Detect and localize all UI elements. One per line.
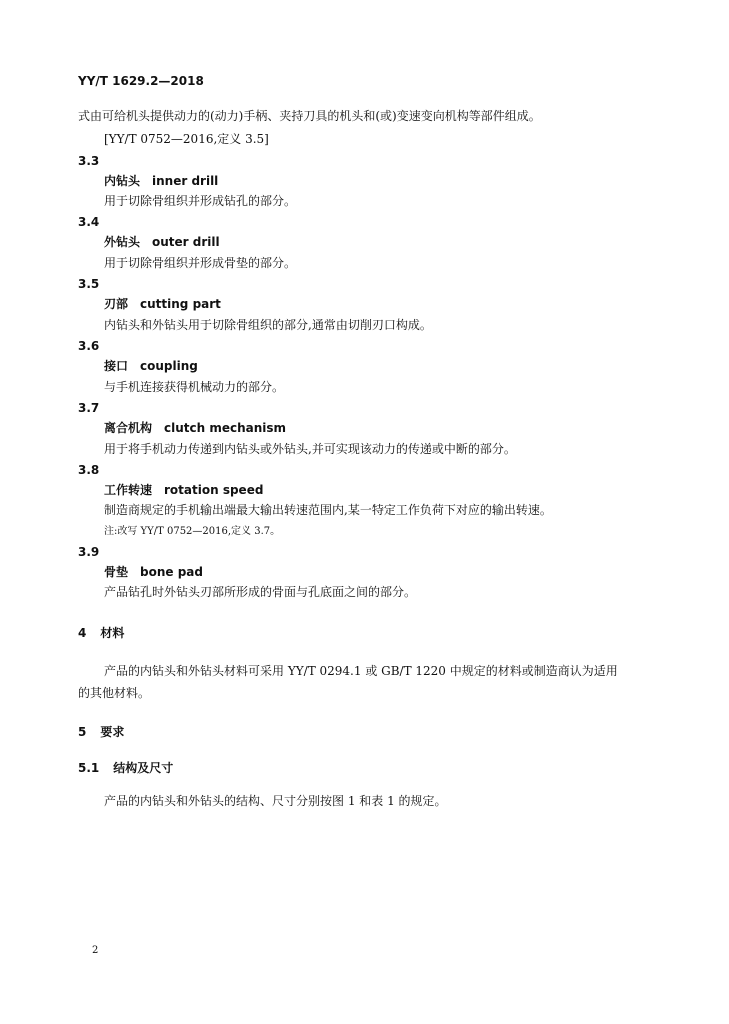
paragraph-line: 产品的内钻头和外钻头材料可采用 YY/T 0294.1 或 GB/T 1220 中规定的材料或制造商认为适用 xyxy=(104,664,618,678)
term-en: coupling xyxy=(140,359,198,373)
section-number: 4 xyxy=(78,626,87,640)
term-title xyxy=(104,234,220,250)
term-title xyxy=(104,173,218,189)
term-number: 3.4 xyxy=(78,215,100,229)
term-number: 3.5 xyxy=(78,277,100,291)
term-en: bone pad xyxy=(140,565,203,579)
intro-reference: [YY/T 0752—2016,定义 3.5] xyxy=(104,132,269,146)
section-heading xyxy=(78,724,124,740)
paragraph-line: 产品的内钻头和外钻头的结构、尺寸分别按图 1 和表 1 的规定。 xyxy=(104,794,447,808)
term-zh: 离合机构 xyxy=(104,421,153,435)
term-definition: 与手机连接获得机械动力的部分。 xyxy=(104,380,285,394)
term-number: 3.9 xyxy=(78,545,100,559)
term-title xyxy=(104,564,203,580)
term-title xyxy=(104,296,221,312)
term-title xyxy=(104,420,286,436)
term-definition: 用于切除骨组织并形成骨垫的部分。 xyxy=(104,256,297,270)
term-zh: 刃部 xyxy=(104,297,129,311)
term-en: cutting part xyxy=(140,297,221,311)
page-number: 2 xyxy=(92,945,99,956)
standard-header: YY/T 1629.2—2018 xyxy=(78,74,204,88)
intro-line: 式由可给机头提供动力的(动力)手柄、夹持刀具的机头和(或)变速变向机构等部件组成。 xyxy=(78,109,541,123)
section-title: 材料 xyxy=(100,626,125,640)
term-number: 3.3 xyxy=(78,154,100,168)
term-zh: 内钻头 xyxy=(104,174,141,188)
subsection-heading xyxy=(78,760,173,776)
term-title xyxy=(104,358,198,374)
subsection-number: 5.1 xyxy=(78,761,100,775)
term-zh: 接口 xyxy=(104,359,129,373)
term-zh: 外钻头 xyxy=(104,235,141,249)
term-en: clutch mechanism xyxy=(164,421,287,435)
term-en: rotation speed xyxy=(164,483,264,497)
paragraph-line: 的其他材料。 xyxy=(78,686,151,700)
section-title: 要求 xyxy=(100,725,125,739)
term-definition: 内钻头和外钻头用于切除骨组织的部分,通常由切削刃口构成。 xyxy=(104,318,432,332)
term-en: outer drill xyxy=(152,235,220,249)
term-zh: 工作转速 xyxy=(104,483,153,497)
term-definition: 用于将手机动力传递到内钻头或外钻头,并可实现该动力的传递或中断的部分。 xyxy=(104,442,516,456)
term-number: 3.7 xyxy=(78,401,100,415)
term-number: 3.6 xyxy=(78,339,100,353)
section-number: 5 xyxy=(78,725,87,739)
term-definition: 产品钻孔时外钻头刃部所形成的骨面与孔底面之间的部分。 xyxy=(104,585,417,599)
term-definition: 制造商规定的手机输出端最大输出转速范围内,某一特定工作负荷下对应的输出转速。 xyxy=(104,503,552,517)
term-number: 3.8 xyxy=(78,463,100,477)
subsection-title: 结构及尺寸 xyxy=(113,761,174,775)
term-title xyxy=(104,482,263,498)
term-note: 注:改写 YY/T 0752—2016,定义 3.7。 xyxy=(104,526,281,537)
term-zh: 骨垫 xyxy=(104,565,129,579)
term-en: inner drill xyxy=(152,174,219,188)
term-definition: 用于切除骨组织并形成钻孔的部分。 xyxy=(104,194,297,208)
section-heading xyxy=(78,625,124,641)
